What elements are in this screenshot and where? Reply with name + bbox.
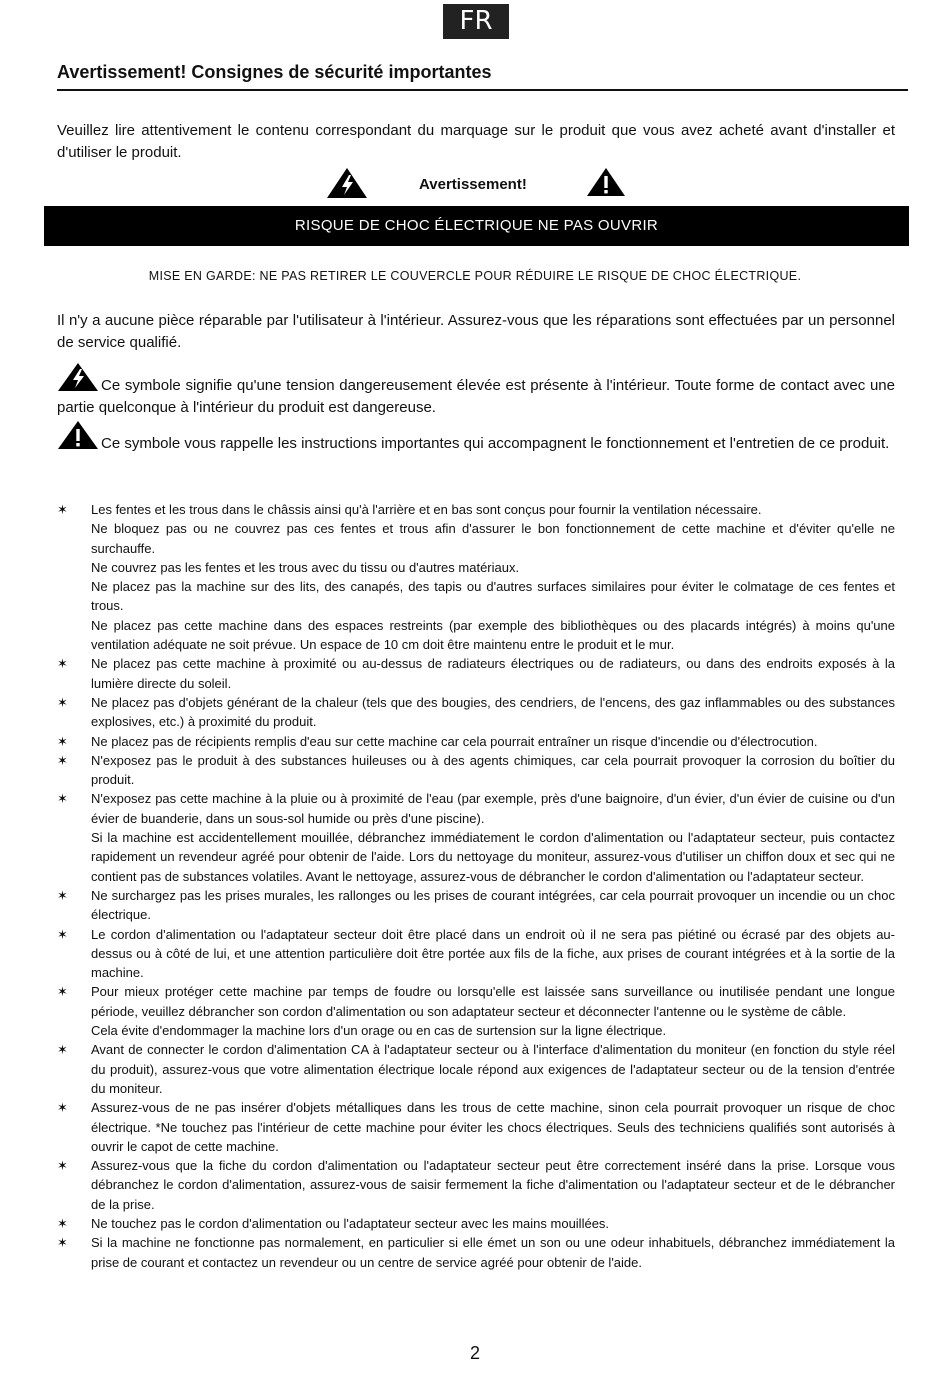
bullet-text: Assurez-vous que la fiche du cordon d'alimentation ou l'adaptateur secteur peut être correctement inséré dans la prise. Lorsque vous débranchez le cordon d'alimentation, assurez-vous de saisir fermement la fiche d'alimentation ou l'adaptateur secteur et de le débrancher de la prise. <box>91 1158 895 1212</box>
bullet-star-icon: ✶ <box>57 1158 68 1174</box>
bullet-star-icon: ✶ <box>57 1235 68 1251</box>
list-item <box>57 500 895 654</box>
language-tag: FR <box>443 4 509 39</box>
bullet-text: Cela évite d'endommager la machine lors d'un orage ou en cas de surtension sur la ligne électrique. <box>91 1023 667 1039</box>
bullet-text: N'exposez pas le produit à des substances huileuses ou à des agents chimiques, car cela pourrait provoquer la corrosion du boîtier du produit. <box>91 752 895 788</box>
bullet-star-icon: ✶ <box>57 694 68 710</box>
instructions-symbol-paragraph <box>57 420 895 455</box>
bullet-text: Ne bloquez pas ou ne couvrez pas ces fentes et trous afin d'assurer le bon fonctionnement de cette machine et d'éviter qu'elle ne surchauffe. <box>91 521 895 556</box>
bullet-text: Si la machine est accidentellement mouillée, débranchez immédiatement le cordon d'alimentation ou l'adaptateur secteur, puis contactez rapidement un revendeur agréé pour obtenir de l'aide. Lors du nettoyage du moniteur, assurez-vous d'utiliser un chiffon doux et sec qui ne contient pas de substances volatiles. Avant le nettoyage, assurez-vous de débrancher le cordon d'alimentation ou l'adaptateur secteur. <box>91 830 895 884</box>
bullet-text: Ne surchargez pas les prises murales, les rallonges ou les prises de courant intégrées, car cela pourrait provoquer un incendie ou un choc électrique. <box>91 887 895 923</box>
bullet-text: Avant de connecter le cordon d'alimentation CA à l'adaptateur secteur ou à l'interface d'alimentation du moniteur (en fonction du style réel du produit), assurez-vous que votre alimentation électrique locale répond aux exigences de l'adaptateur secteur ou de la tension d'entrée du moniteur. <box>91 1042 895 1096</box>
bullet-text: Assurez-vous de ne pas insérer d'objets métalliques dans les trous de cette machine, sinon cela pourrait provoquer un risque de choc électrique. *Ne touchez pas l'intérieur de cette machine pour éviter les chocs électriques. Seuls des techniciens qualifiés sont autorisés à ouvrir le capot de cette machine. <box>91 1100 895 1154</box>
list-item <box>57 886 895 925</box>
bullet-text: Pour mieux protéger cette machine par temps de foudre ou lorsqu'elle est laissée sans surveillance ou inutilisée pendant une longue période, veuillez débrancher son cordon d'alimentation ou son adaptateur secteur et déconnecter l'antenne ou le système de câble. <box>91 984 895 1019</box>
no-serviceable-parts-text: Il n'y a aucune pièce réparable par l'utilisateur à l'intérieur. Assurez-vous que les réparations sont effectuées par un personnel de service qualifié. <box>57 312 895 351</box>
list-item <box>57 654 895 693</box>
bullet-star-icon: ✶ <box>57 752 68 768</box>
safety-bullet-list <box>57 500 895 1272</box>
electric-hazard-icon <box>326 167 368 199</box>
page-title: Avertissement! Consignes de sécurité importantes <box>57 62 492 82</box>
bullet-star-icon: ✶ <box>57 887 68 903</box>
list-item <box>57 751 895 790</box>
bullet-text: Ne placez pas cette machine dans des espaces restreints (par exemple des bibliothèques ou des placards intégrés) à moins qu'une ventilation adéquate ne soit prévue. Un espace de 10 cm doit être maintenu entre le produit et le mur. <box>91 617 895 653</box>
bullet-star-icon: ✶ <box>57 1042 68 1058</box>
voltage-symbol-text: Ce symbole signifie qu'une tension dangereusement élevée est présente à l'intérieur. Toute forme de contact avec une partie quelconque à l'intérieur du produit est dangereuse. <box>57 377 895 416</box>
exclamation-warning-icon <box>57 420 99 450</box>
bullet-text: Si la machine ne fonctionne pas normalement, en particulier si elle émet un son ou une odeur inhabituels, débranchez immédiatement la prise de courant et contactez un revendeur ou un centre de service agréé pour obtenir de l'aide. <box>91 1235 895 1270</box>
voltage-symbol-paragraph <box>57 362 895 419</box>
list-item <box>57 982 895 1040</box>
bullet-text: Ne placez pas d'objets générant de la chaleur (tels que des bougies, des cendriers, de l'encens, des gaz inflammables ou des substances explosives, etc.) à proximité du produit. <box>91 694 895 730</box>
bullet-star-icon: ✶ <box>57 984 68 1000</box>
bullet-star-icon: ✶ <box>57 733 68 749</box>
bullet-star-icon: ✶ <box>57 926 68 942</box>
bullet-text: N'exposez pas cette machine à la pluie ou à proximité de l'eau (par exemple, près d'une baignoire, d'un évier, d'un évier de cuisine ou d'un évier de buanderie, dans un sous-sol humide ou près d'une piscine). <box>91 791 895 826</box>
list-item <box>57 1098 895 1156</box>
list-item <box>57 1214 895 1233</box>
bullet-star-icon: ✶ <box>57 656 68 672</box>
bullet-text: Ne placez pas la machine sur des lits, des canapés, des tapis ou d'autres surfaces similaires pour éviter le colmatage de ces fentes et trous. <box>91 579 895 614</box>
list-item <box>57 732 895 751</box>
caution-line: MISE EN GARDE: NE PAS RETIRER LE COUVERCLE POUR RÉDUIRE LE RISQUE DE CHOC ÉLECTRIQUE. <box>148 269 802 283</box>
list-item <box>57 1040 895 1098</box>
exclamation-warning-icon <box>586 167 626 197</box>
electric-hazard-icon <box>57 362 99 392</box>
list-item <box>57 925 895 983</box>
bullet-text: Ne couvrez pas les fentes et les trous avec du tissu ou d'autres matériaux. <box>91 559 520 575</box>
warning-row <box>0 167 950 199</box>
list-item <box>57 789 895 885</box>
page-number: 2 <box>469 1343 480 1363</box>
title-divider <box>57 89 908 91</box>
bullet-star-icon: ✶ <box>57 502 68 517</box>
list-item <box>57 693 895 732</box>
warning-label: Avertissement! <box>419 176 527 193</box>
bullet-text: Ne placez pas cette machine à proximité ou au-dessus de radiateurs électriques ou de radiateurs, ou dans des endroits exposés à la lumière directe du soleil. <box>91 656 895 691</box>
bullet-star-icon: ✶ <box>57 1215 68 1231</box>
bullet-text: Ne placez pas de récipients remplis d'eau sur cette machine car cela pourrait entraîner un risque d'incendie ou d'électrocution. <box>91 733 818 749</box>
bullet-text: Les fentes et les trous dans le châssis ainsi qu'à l'arrière et en bas sont conçus pour fournir la ventilation nécessaire. <box>91 502 762 517</box>
bullet-star-icon: ✶ <box>57 1100 68 1116</box>
bullet-star-icon: ✶ <box>57 791 68 807</box>
intro-paragraph: Veuillez lire attentivement le contenu correspondant du marquage sur le produit que vous avez acheté avant d'installer et d'utiliser le produit. <box>57 122 895 161</box>
shock-risk-banner: RISQUE DE CHOC ÉLECTRIQUE NE PAS OUVRIR <box>44 206 909 246</box>
list-item <box>57 1233 895 1272</box>
list-item <box>57 1156 895 1214</box>
bullet-text: Le cordon d'alimentation ou l'adaptateur secteur doit être placé dans un endroit où il ne sera pas piétiné ou écrasé par des objets au-dessus ou à côté de lui, et une attention particulière doit être portée aux fils de la fiche, aux prises de courant intégrées et à la sortie de la machine. <box>91 926 895 981</box>
bullet-text: Ne touchez pas le cordon d'alimentation ou l'adaptateur secteur avec les mains mouillées. <box>91 1215 610 1231</box>
instructions-symbol-text: Ce symbole vous rappelle les instructions importantes qui accompagnent le fonctionnement et l'entretien de ce produit. <box>101 435 890 452</box>
